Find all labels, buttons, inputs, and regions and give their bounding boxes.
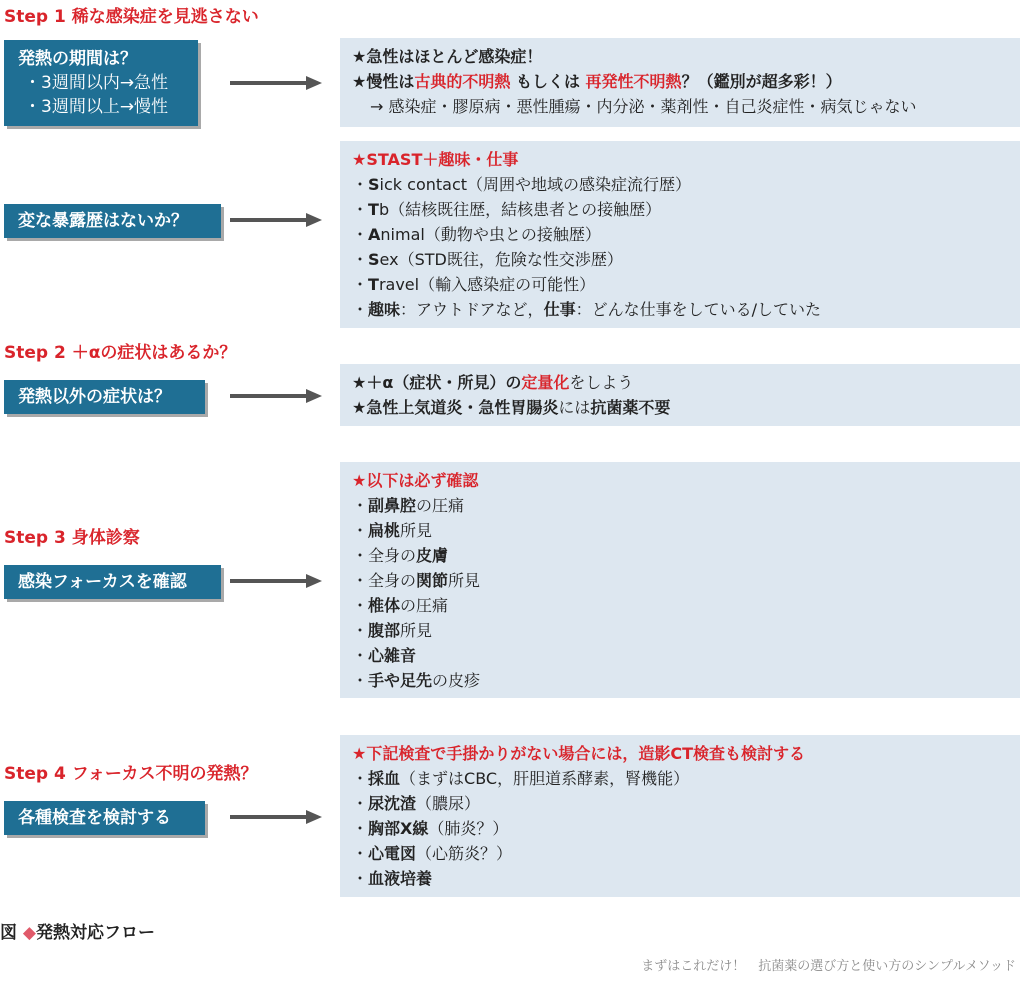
list-item: ・趣味：アウトドアなど，仕事：どんな仕事をしている/していた: [352, 300, 821, 319]
caption-title: 発熱対応フロー: [36, 923, 155, 943]
figure-caption: [0, 918, 155, 943]
question-other-symptoms-label: 発熱以外の症状は？: [18, 387, 171, 407]
list-item: ・腹部所見: [352, 621, 433, 640]
list-item: ・副鼻腔の圧痛: [352, 496, 465, 515]
question-fever-duration: [4, 40, 198, 126]
panel-exam-notes: [340, 462, 1020, 698]
question-sub-acute: ・3週間以内→急性: [24, 73, 169, 93]
list-item: ・手や足先の皮疹: [352, 671, 481, 690]
step-3-heading: Step 3 身体診察: [4, 528, 140, 548]
question-tests-label: 各種検査を検討する: [18, 808, 171, 828]
list-item: ・椎体の圧痛: [352, 596, 449, 615]
arrow-right-icon: [230, 76, 322, 90]
list-item: ・扁桃所見: [352, 521, 433, 540]
question-title: 発熱の期間は？: [18, 49, 137, 69]
question-tests: [4, 801, 205, 835]
recurrent-fuo-term: 再発性不明熱: [585, 72, 682, 91]
question-exposure-history: [4, 204, 221, 238]
list-item: ・Sick contact（周囲や地域の感染症流行歴）: [352, 175, 692, 194]
list-item: ・血液培養: [352, 869, 433, 888]
list-item: ・Travel（輸入感染症の可能性）: [352, 275, 596, 294]
question-sub-chronic: ・3週間以上→慢性: [24, 97, 169, 117]
note-chronic-prefix: ★慢性は: [352, 72, 415, 91]
arrow-right-icon: [230, 213, 322, 227]
note-chronic: [352, 69, 1008, 94]
list-item: ・心電図（心筋炎？）: [352, 844, 513, 863]
step-2-heading: Step 2 ＋αの症状はあるか？: [4, 343, 237, 363]
note-acute: ★急性はほとんど感染症！: [352, 47, 543, 66]
exam-heading: ★以下は必ず確認: [352, 471, 479, 490]
arrow-right-icon: [230, 389, 322, 403]
arrow-right-icon: [230, 810, 322, 824]
list-item: ・Animal（動物や虫との接触歴）: [352, 225, 601, 244]
quantify-note: ★＋α（症状・所見）の定量化をしよう: [352, 373, 634, 392]
classic-fuo-term: 古典的不明熱: [414, 72, 511, 91]
differential-list: → 感染症・膠原病・悪性腫瘍・内分泌・薬剤性・自己炎症性・病気じゃない: [370, 97, 917, 116]
note-or: もしくは: [515, 72, 580, 91]
step-1-heading: Step 1 稀な感染症を見逃さない: [4, 7, 259, 27]
panel-exposure-notes: [340, 141, 1020, 328]
diamond-icon: ◆: [22, 923, 36, 943]
question-exposure-label: 変な暴露歴はないか？: [18, 211, 188, 231]
list-item: ・心雑音: [352, 646, 417, 665]
stast-heading: ★STAST＋趣味・仕事: [352, 150, 519, 169]
question-other-symptoms: [4, 380, 205, 414]
panel-symptom-notes: [340, 364, 1020, 426]
no-antibiotics-note: ★急性上気道炎・急性胃腸炎には抗菌薬不要: [352, 398, 671, 417]
step-4-heading: Step 4 フォーカス不明の発熱？: [4, 764, 258, 784]
list-item: ・全身の関節所見: [352, 571, 481, 590]
book-title-footer: まずはこれだけ！ 抗菌薬の選び方と使い方のシンプルメソッド: [641, 959, 1016, 974]
exam-list: [352, 493, 1008, 693]
panel-duration-notes: [340, 38, 1020, 127]
arrow-right-icon: [230, 574, 322, 588]
question-infection-focus-label: 感染フォーカスを確認: [18, 572, 187, 592]
question-infection-focus: [4, 565, 221, 599]
list-item: ・Sex（STD既往，危険な性交渉歴）: [352, 250, 623, 269]
panel-test-notes: [340, 735, 1020, 897]
list-item: ・Tb（結核既往歴，結核患者との接触歴）: [352, 200, 662, 219]
list-item: ・全身の皮膚: [352, 546, 449, 565]
list-item: ・尿沈渣（膿尿）: [352, 794, 481, 813]
list-item: ・採血（まずはCBC，肝胆道系酵素，腎機能）: [352, 769, 690, 788]
tests-heading: ★下記検査で手掛かりがない場合には，造影CT検査も検討する: [352, 744, 806, 763]
tests-list: [352, 766, 1008, 891]
caption-prefix: 図: [0, 923, 17, 943]
list-item: ・胸部X線（肺炎？）: [352, 819, 509, 838]
note-chronic-suffix: ？（鑑別が超多彩！）: [681, 72, 842, 91]
